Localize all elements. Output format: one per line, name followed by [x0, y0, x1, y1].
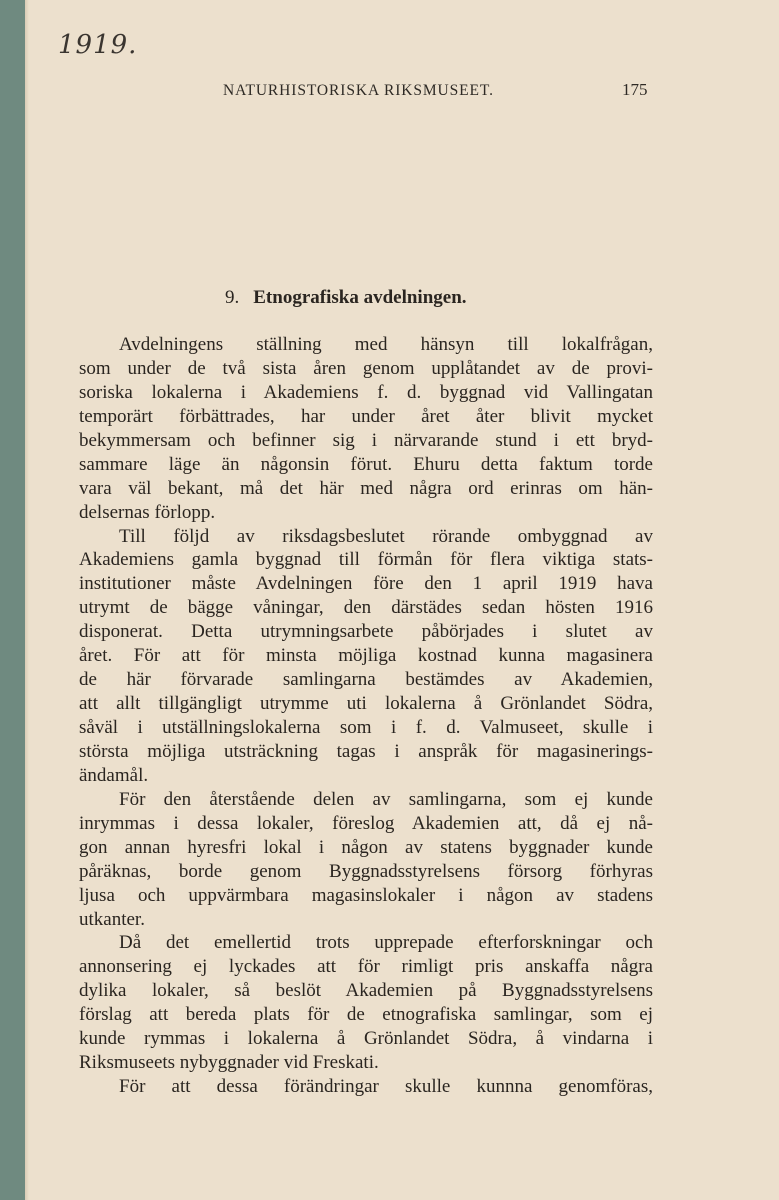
text-line: såväl i utställningslokalerna som i f. d. Valmuseet, skulle i [79, 717, 653, 738]
text-line: vara väl bekant, må det här med några ord erinras om hän- [79, 477, 653, 499]
text-line: Akademiens gamla byggnad till förmån för flera viktiga stats- [79, 549, 653, 571]
text-line: temporärt förbättrades, har under året åter blivit mycket [79, 405, 653, 427]
text-line: ändamål. [79, 764, 149, 786]
text-line: Avdelningens ställning med hänsyn till lokalfrågan, [119, 334, 653, 355]
text-line: delsernas förlopp. [79, 501, 216, 523]
text-line: året. För att för minsta möjliga kostnad kunna magasinera [79, 645, 653, 667]
text-line: största möjliga utsträckning tagas i anspråk för magasinerings- [79, 740, 653, 762]
text-line: påräknas, borde genom Byggnadsstyrelsens försorg förhyras [79, 860, 653, 882]
body-text [79, 333, 653, 1099]
text-line: kunde rymmas i lokalerna å Grönlandet Södra, å vindarna i [79, 1028, 653, 1050]
text-line: dylika lokaler, så beslöt Akademien på Byggnadsstyrelsens [79, 980, 653, 1002]
text-line: gon annan hyresfri lokal i någon av statens byggnader kunde [79, 836, 653, 858]
binding-spine [0, 0, 25, 1200]
text-line: Då det emellertid trots upprepade efterforskningar och [119, 932, 653, 954]
text-line: institutioner måste Avdelningen före den 1 april 1919 hava [79, 573, 653, 595]
text-line: att allt tillgängligt utrymme uti lokalerna å Grönlandet Södra, [79, 693, 653, 715]
text-line: annonsering ej lyckades att för rimligt pris anskaffa några [79, 956, 653, 978]
text-line: ljusa och uppvärmbara magasinslokaler i någon av stadens [79, 884, 653, 906]
text-line: disponerat. Detta utrymningsarbete påbörjades i slutet av [79, 621, 653, 643]
section-title: Etnografiska avdelningen. [253, 287, 467, 308]
text-line: Riksmuseets nybyggnader vid Freskati. [79, 1052, 379, 1074]
handwritten-year-annotation: 1919. [58, 30, 138, 60]
text-line: som under de två sista åren genom upplåtandet av de provi- [79, 357, 653, 379]
text-line: utrymt de bägge våningar, den därstädes sedan hösten 1916 [79, 597, 653, 619]
text-line: Till följd av riksdagsbeslutet rörande ombyggnad av [119, 525, 653, 547]
section-heading [225, 287, 467, 309]
text-line: sammare läge än någonsin förut. Ehuru detta faktum torde [79, 453, 653, 475]
text-line: För att dessa förändringar skulle kunnna genomföras, [119, 1076, 653, 1098]
running-head: NATURHISTORISKA RIKSMUSEET. [223, 82, 494, 99]
text-line: de här förvarade samlingarna bestämdes av Akademien, [79, 669, 653, 691]
page-number: 175 [622, 80, 648, 99]
section-number: 9. [225, 287, 240, 308]
text-line: inrymmas i dessa lokaler, föreslog Akademien att, då ej nå- [79, 812, 653, 834]
text-line: soriska lokalerna i Akademiens f. d. byggnad vid Vallingatan [79, 381, 653, 403]
text-line: bekymmersam och befinner sig i närvarande stund i ett bryd- [79, 429, 653, 451]
text-line: För den återstående delen av samlingarna, som ej kunde [119, 788, 653, 810]
text-line: utkanter. [79, 908, 145, 930]
binding-edge [25, 0, 29, 1200]
text-line: förslag att bereda plats för de etnografiska samlingar, som ej [79, 1004, 653, 1026]
